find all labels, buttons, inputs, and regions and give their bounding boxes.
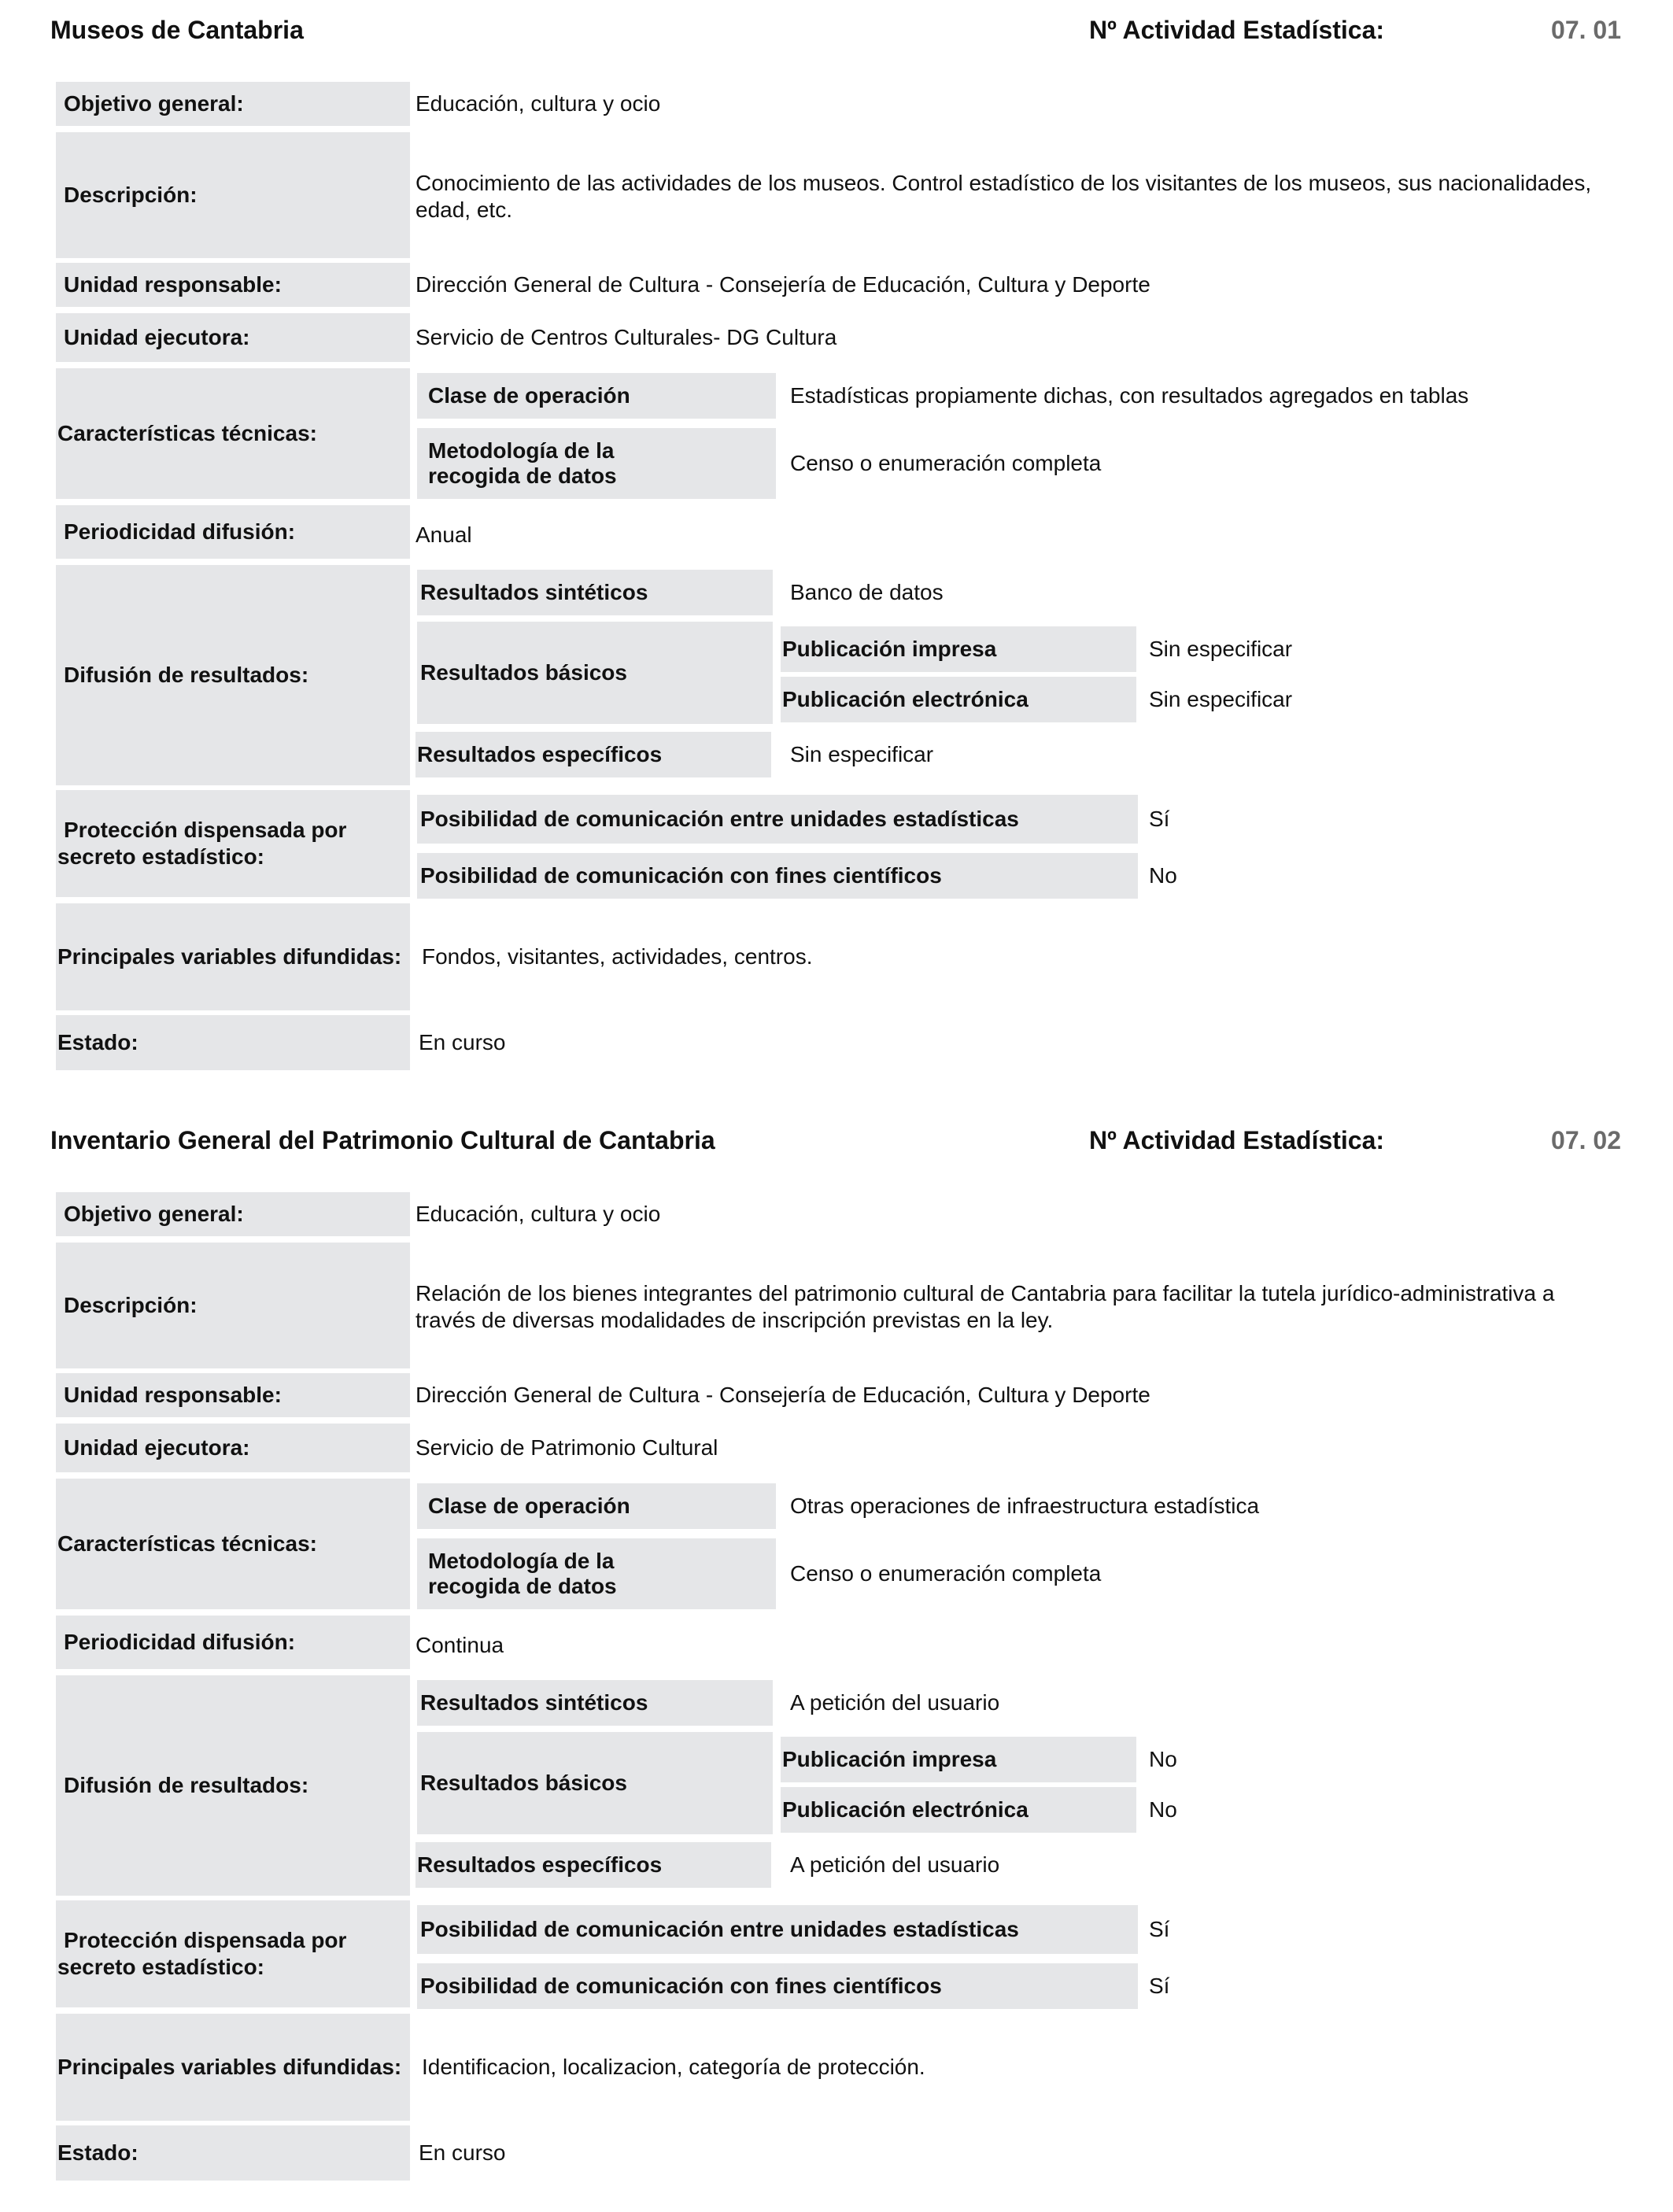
publicacion-impresa-value: Sin especificar [1149, 637, 1293, 661]
estado-label: Estado: [56, 1015, 410, 1070]
principales-variables-label: Principales variables difundidas: [56, 903, 410, 1010]
proteccion-secreto-label: Protección dispensada por secreto estadístico: [56, 790, 410, 897]
difusion-resultados-label: Difusión de resultados: [56, 1675, 410, 1896]
resultados-sinteticos-value: Banco de datos [790, 580, 944, 604]
periodicidad-difusion-value: Anual [415, 523, 472, 547]
resultados-especificos-value: A petición del usuario [790, 1852, 1000, 1877]
clase-operacion-value: Otras operaciones de infraestructura estadística [790, 1494, 1260, 1518]
resultados-especificos-value: Sin especificar [790, 742, 934, 766]
resultados-basicos-label: Resultados básicos [417, 622, 773, 724]
resultados-especificos-label: Resultados específicos [415, 1842, 771, 1888]
comunicacion-unidades-value: Sí [1149, 1917, 1170, 1941]
unidad-responsable-value: Dirección General de Cultura - Consejería de Educación, Cultura y Deporte [415, 1383, 1150, 1407]
publicacion-impresa-label: Publicación impresa [781, 1737, 1136, 1782]
caracteristicas-tecnicas-label: Características técnicas: [56, 1479, 410, 1609]
principales-variables-value: Identificacion, localizacion, categoría de protección. [422, 2055, 925, 2079]
comunicacion-cientificos-value: Sí [1149, 1974, 1170, 1998]
resultados-sinteticos-value: A petición del usuario [790, 1690, 1000, 1715]
objetivo-general-value: Educación, cultura y ocio [415, 91, 661, 116]
comunicacion-unidades-label: Posibilidad de comunicación entre unidades estadísticas [417, 1905, 1138, 1954]
estado-value: En curso [419, 1030, 506, 1054]
objetivo-general-value: Educación, cultura y ocio [415, 1202, 661, 1226]
clase-operacion-label: Clase de operación [417, 1483, 776, 1529]
metodologia-value: Censo o enumeración completa [790, 451, 1102, 475]
descripcion-value: Conocimiento de las actividades de los museos. Control estadístico de los visitantes de los museos, sus nacionalidades, edad, etc. [415, 171, 1592, 222]
principales-variables-label: Principales variables difundidas: [56, 2014, 410, 2121]
activity-number: 07. 01 [1551, 16, 1621, 44]
publicacion-electronica-value: No [1149, 1797, 1177, 1822]
objetivo-general-label: Objetivo general: [56, 1192, 410, 1236]
objetivo-general-label: Objetivo general: [56, 82, 410, 126]
publicacion-electronica-value: Sin especificar [1149, 687, 1293, 711]
unidad-responsable-label: Unidad responsable: [56, 1373, 410, 1417]
resultados-especificos-label: Resultados específicos [415, 732, 771, 777]
periodicidad-difusion-label: Periodicidad difusión: [56, 505, 410, 559]
unidad-ejecutora-label: Unidad ejecutora: [56, 1424, 410, 1472]
activity-number-label: Nº Actividad Estadística: [1089, 16, 1385, 44]
periodicidad-difusion-label: Periodicidad difusión: [56, 1616, 410, 1669]
metodologia-value: Censo o enumeración completa [790, 1561, 1102, 1586]
metodologia-label: Metodología de la recogida de datos [417, 428, 776, 499]
unidad-responsable-label: Unidad responsable: [56, 263, 410, 307]
publicacion-impresa-value: No [1149, 1747, 1177, 1771]
publicacion-impresa-label: Publicación impresa [781, 626, 1136, 672]
publicacion-electronica-label: Publicación electrónica [781, 677, 1136, 722]
descripcion-label: Descripción: [56, 132, 410, 258]
unidad-ejecutora-label: Unidad ejecutora: [56, 313, 410, 362]
unidad-responsable-value: Dirección General de Cultura - Consejería de Educación, Cultura y Deporte [415, 272, 1150, 297]
operation-section-07-01 [0, 0, 1673, 1102]
clase-operacion-label: Clase de operación [417, 373, 776, 419]
descripcion-value: Relación de los bienes integrantes del patrimonio cultural de Cantabria para facilitar la tutela jurídico-administrativa a través de diversas modalidades de inscripción previstas en la ley. [415, 1281, 1555, 1332]
publicacion-electronica-label: Publicación electrónica [781, 1787, 1136, 1833]
operation-title: Museos de Cantabria [50, 16, 304, 44]
resultados-sinteticos-label: Resultados sintéticos [417, 570, 773, 615]
difusion-resultados-label: Difusión de resultados: [56, 565, 410, 785]
caracteristicas-tecnicas-label: Características técnicas: [56, 368, 410, 499]
comunicacion-cientificos-label: Posibilidad de comunicación con fines científicos [417, 853, 1138, 899]
proteccion-secreto-label: Protección dispensada por secreto estadístico: [56, 1900, 410, 2007]
activity-number: 07. 02 [1551, 1126, 1621, 1154]
periodicidad-difusion-value: Continua [415, 1633, 504, 1657]
unidad-ejecutora-value: Servicio de Centros Culturales- DG Cultura [415, 325, 837, 349]
estado-value: En curso [419, 2140, 506, 2165]
operation-title: Inventario General del Patrimonio Cultural de Cantabria [50, 1126, 715, 1154]
operation-section-07-02 [0, 1110, 1673, 2212]
activity-number-label: Nº Actividad Estadística: [1089, 1126, 1385, 1154]
comunicacion-unidades-label: Posibilidad de comunicación entre unidades estadísticas [417, 795, 1138, 844]
comunicacion-cientificos-label: Posibilidad de comunicación con fines científicos [417, 1963, 1138, 2009]
metodologia-label: Metodología de la recogida de datos [417, 1538, 776, 1609]
clase-operacion-value: Estadísticas propiamente dichas, con resultados agregados en tablas [790, 383, 1469, 408]
resultados-basicos-label: Resultados básicos [417, 1732, 773, 1834]
principales-variables-value: Fondos, visitantes, actividades, centros. [422, 944, 813, 969]
comunicacion-cientificos-value: No [1149, 863, 1177, 888]
resultados-sinteticos-label: Resultados sintéticos [417, 1680, 773, 1726]
descripcion-label: Descripción: [56, 1243, 410, 1368]
comunicacion-unidades-value: Sí [1149, 807, 1170, 831]
estado-label: Estado: [56, 2125, 410, 2181]
unidad-ejecutora-value: Servicio de Patrimonio Cultural [415, 1435, 718, 1460]
